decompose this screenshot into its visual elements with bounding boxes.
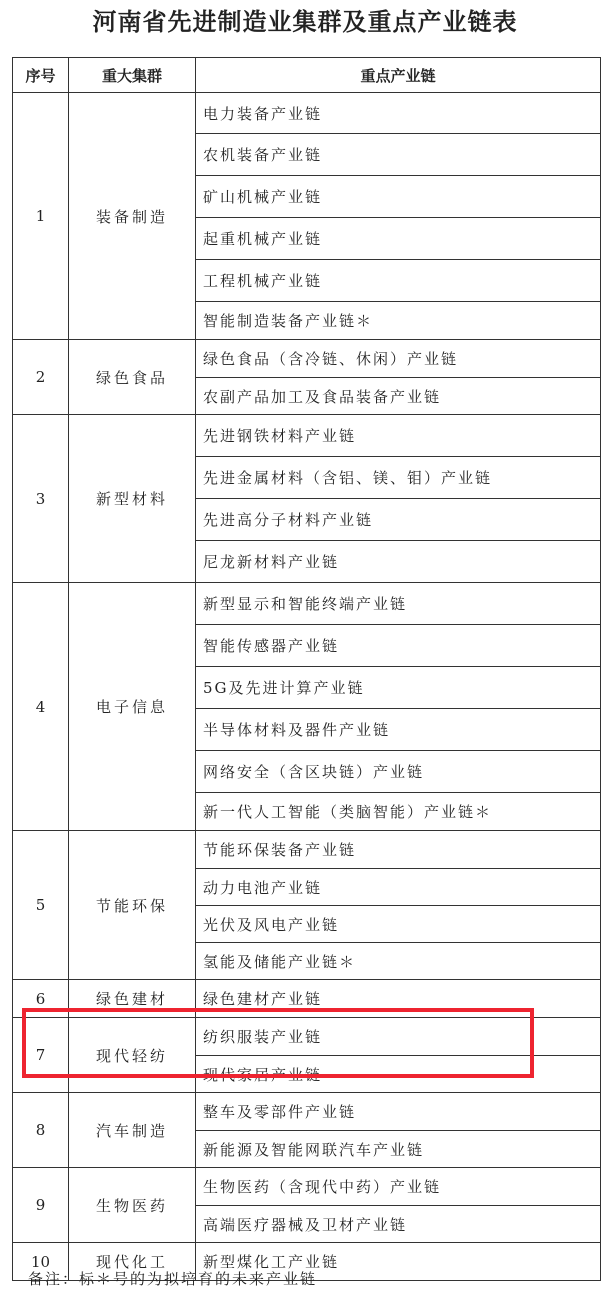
chain-name: 先进钢铁材料产业链 (196, 415, 601, 457)
header-chain: 重点产业链 (196, 58, 601, 93)
chain-name: 新型煤化工产业链 (196, 1243, 601, 1281)
group-number: 2 (13, 340, 69, 415)
table-row (13, 1093, 601, 1131)
chain-name: 新能源及智能网联汽车产业链 (196, 1131, 601, 1168)
chain-name: 5G及先进计算产业链 (196, 667, 601, 709)
cluster-name: 汽车制造 (69, 1093, 196, 1168)
chain-name: 绿色建材产业链 (196, 980, 601, 1018)
chain-name: 绿色食品（含冷链、休闲）产业链 (196, 340, 601, 378)
cluster-name: 绿色建材 (69, 980, 196, 1018)
chain-name: 高端医疗器械及卫材产业链 (196, 1206, 601, 1243)
group-number: 10 (13, 1243, 69, 1281)
chain-name: 尼龙新材料产业链 (196, 541, 601, 583)
chain-name: 智能传感器产业链 (196, 625, 601, 667)
cluster-name: 节能环保 (69, 831, 196, 980)
chain-name: 网络安全（含区块链）产业链 (196, 751, 601, 793)
group-number: 7 (13, 1018, 69, 1093)
table-row (13, 1168, 601, 1206)
chain-name: 智能制造装备产业链＊ (196, 302, 601, 340)
table-row (13, 831, 601, 869)
header-num: 序号 (13, 58, 69, 93)
table-header-row (13, 58, 601, 93)
chain-name: 节能环保装备产业链 (196, 831, 601, 869)
chain-name: 农副产品加工及食品装备产业链 (196, 378, 601, 415)
cluster-name: 绿色食品 (69, 340, 196, 415)
table-row (13, 1018, 601, 1056)
chain-name: 电力装备产业链 (196, 93, 601, 134)
cluster-name: 生物医药 (69, 1168, 196, 1243)
footnote: 备注：标＊号的为拟培育的未来产业链 (28, 1270, 318, 1288)
group-number: 8 (13, 1093, 69, 1168)
industry-chain-table (12, 57, 601, 1281)
group-number: 9 (13, 1168, 69, 1243)
group-number: 3 (13, 415, 69, 583)
group-number: 4 (13, 583, 69, 831)
cluster-name: 装备制造 (69, 93, 196, 340)
header-cluster: 重大集群 (69, 58, 196, 93)
chain-name: 现代家居产业链 (196, 1056, 601, 1093)
chain-name: 新型显示和智能终端产业链 (196, 583, 601, 625)
chain-name: 整车及零部件产业链 (196, 1093, 601, 1131)
chain-name: 农机装备产业链 (196, 134, 601, 176)
cluster-name: 现代化工 (69, 1243, 196, 1281)
group-number: 5 (13, 831, 69, 980)
chain-name: 光伏及风电产业链 (196, 906, 601, 943)
chain-name: 半导体材料及器件产业链 (196, 709, 601, 751)
chain-name: 起重机械产业链 (196, 218, 601, 260)
chain-name: 新一代人工智能（类脑智能）产业链＊ (196, 793, 601, 831)
table-row (13, 93, 601, 134)
table-body (13, 93, 601, 1281)
table-row (13, 583, 601, 625)
cluster-name: 现代轻纺 (69, 1018, 196, 1093)
table-row (13, 980, 601, 1018)
chain-name: 动力电池产业链 (196, 869, 601, 906)
table-row (13, 415, 601, 457)
chain-name: 生物医药（含现代中药）产业链 (196, 1168, 601, 1206)
cluster-name: 电子信息 (69, 583, 196, 831)
cluster-name: 新型材料 (69, 415, 196, 583)
chain-name: 矿山机械产业链 (196, 176, 601, 218)
chain-name: 先进金属材料（含铝、镁、钼）产业链 (196, 457, 601, 499)
page-title: 河南省先进制造业集群及重点产业链表 (92, 7, 518, 36)
group-number: 1 (13, 93, 69, 340)
chain-name: 工程机械产业链 (196, 260, 601, 302)
chain-name: 氢能及储能产业链＊ (196, 943, 601, 980)
chain-name: 纺织服装产业链 (196, 1018, 601, 1056)
group-number: 6 (13, 980, 69, 1018)
chain-name: 先进高分子材料产业链 (196, 499, 601, 541)
table-row (13, 340, 601, 378)
